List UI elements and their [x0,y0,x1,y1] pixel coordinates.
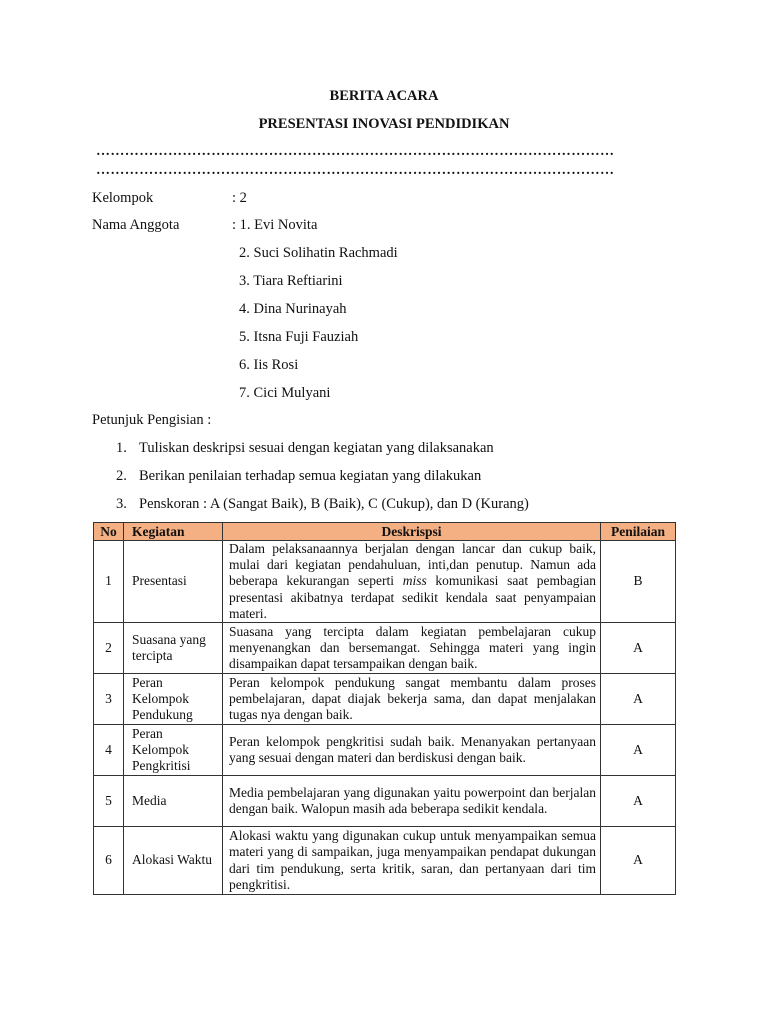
row-number: 3 [94,674,124,725]
document-title: BERITA ACARA [329,88,439,104]
table-row [94,776,676,827]
row-number: 6 [94,827,124,895]
row-deskripsi: Media pembelajaran yang digunakan yaitu powerpoint dan berjalan dengan baik. Walopun masih ada beberapa sedikit kendala. [223,776,601,827]
table-row [94,827,676,895]
deskripsi-text: Dalam pelaksanaannya berjalan dengan lancar dan cukup baik, mulai dari kegiatan pendahuluan, inti,dan penutup. Namun ada beberapa kekurangan seperti [229,541,596,589]
member-4: 4. Dina Nurinayah [239,301,347,317]
member-3: 3. Tiara Reftiarini [239,273,343,289]
table-row [94,674,676,725]
deskripsi-emphasis: miss [402,573,427,589]
row-kegiatan: Peran Kelompok Pengkritisi [124,725,223,776]
members-label: Nama Anggota [92,217,180,233]
assessment-table [93,522,676,895]
row-deskripsi: Suasana yang tercipta dalam kegiatan pembelajaran cukup menyenangkan dan bersemangat. Sehingga materi yang ingin disampaikan dapat tersampaikan dengan baik. [223,623,601,674]
member-7: 7. Cici Mulyani [239,385,331,401]
instruction-number: 3. [116,496,127,512]
row-deskripsi [223,541,601,623]
row-penilaian: A [601,674,676,725]
dotted-line-1: ……………………………………………………………………………………………… [96,144,615,159]
row-number: 5 [94,776,124,827]
row-number: 4 [94,725,124,776]
deskripsi-text: komunikasi saat pembagian presentasi akibatnya terdapat sedikit kendala saat penyampaian materi. [229,573,596,621]
row-penilaian: B [601,541,676,623]
instruction-text: Penskoran : A (Sangat Baik), B (Baik), C (Cukup), dan D (Kurang) [139,496,529,512]
table-row [94,725,676,776]
group-value: : 2 [232,190,247,206]
row-penilaian: A [601,623,676,674]
row-kegiatan: Peran Kelompok Pendukung [124,674,223,725]
header-kegiatan: Kegiatan [124,523,223,541]
row-kegiatan: Suasana yang tercipta [124,623,223,674]
row-kegiatan: Presentasi [124,541,223,623]
document-subtitle: PRESENTASI INOVASI PENDIDIKAN [258,116,510,132]
instruction-text: Tuliskan deskripsi sesuai dengan kegiatan yang dilaksanakan [139,440,494,456]
row-deskripsi: Peran kelompok pendukung sangat membantu dalam proses pembelajaran, dapat diajak bekerja sama, dan dapat menjalakan tugas nya dengan baik. [223,674,601,725]
row-penilaian: A [601,725,676,776]
row-deskripsi: Peran kelompok pengkritisi sudah baik. Menanyakan pertanyaan yang sesuai dengan materi dan berdiskusi dengan baik. [223,725,601,776]
instruction-number: 1. [116,440,127,456]
table-row [94,623,676,674]
row-penilaian: A [601,776,676,827]
member-5: 5. Itsna Fuji Fauziah [239,329,359,345]
header-deskripsi: Deskrispsi [223,523,601,541]
row-number: 2 [94,623,124,674]
table-header-row [94,523,676,541]
group-label: Kelompok [92,190,154,206]
row-kegiatan: Media [124,776,223,827]
table-row [94,541,676,623]
member-2: 2. Suci Solihatin Rachmadi [239,245,398,261]
row-number: 1 [94,541,124,623]
row-deskripsi: Alokasi waktu yang digunakan cukup untuk menyampaikan semua materi yang di sampaikan, juga menyampaikan pendapat dukungan dari tim pendukung, serta kritik, saran, dan pertanyaan dari tim pengkritisi. [223,827,601,895]
header-penilaian: Penilaian [601,523,676,541]
instruction-text: Berikan penilaian terhadap semua kegiatan yang dilakukan [139,468,482,484]
row-kegiatan: Alokasi Waktu [124,827,223,895]
dotted-line-2: ……………………………………………………………………………………………… [96,163,615,178]
instructions-title: Petunjuk Pengisian : [92,412,212,428]
member-1: : 1. Evi Novita [232,217,318,233]
instruction-number: 2. [116,468,127,484]
row-penilaian: A [601,827,676,895]
member-6: 6. Iis Rosi [239,357,299,373]
header-no: No [94,523,124,541]
